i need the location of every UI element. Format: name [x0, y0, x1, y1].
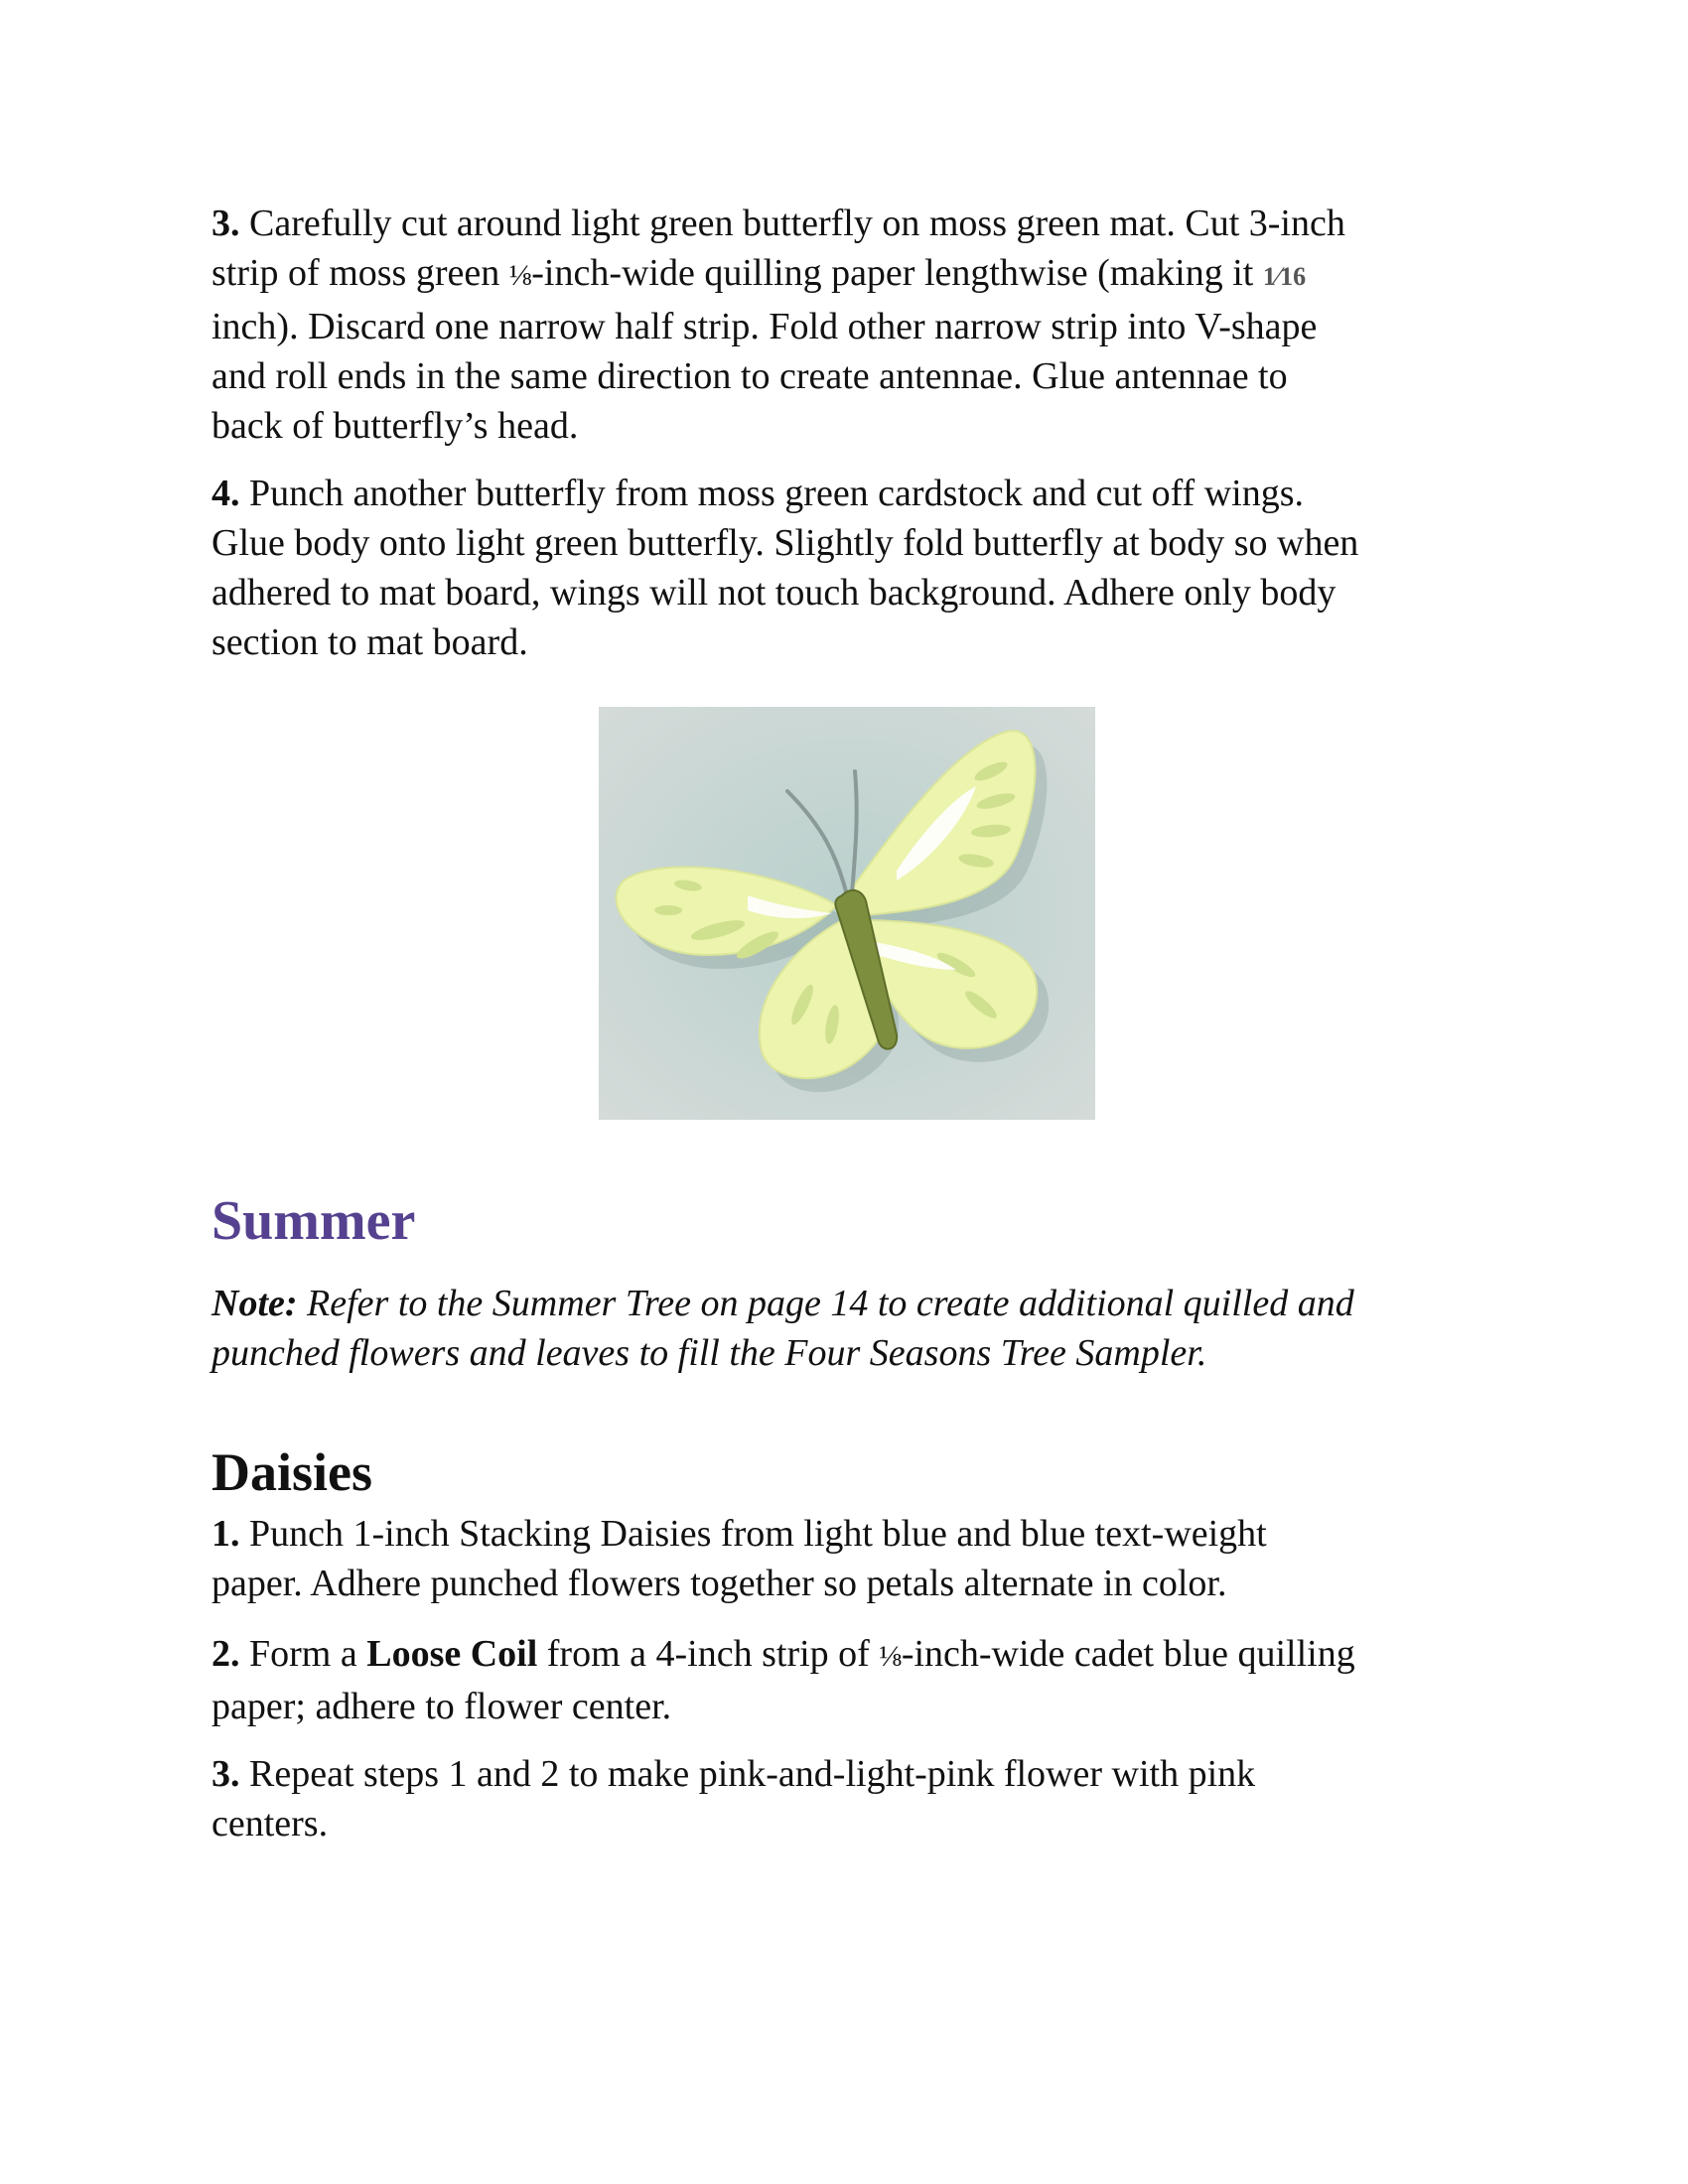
text-line: back of butterfly’s head. [211, 405, 579, 447]
text-line: and roll ends in the same direction to create antennae. Glue antennae to [211, 355, 1288, 397]
step-number: 4. [211, 473, 240, 514]
daisies-step-2 [211, 1629, 1355, 1731]
fraction: 1⁄16 [1262, 262, 1307, 291]
step-number: 3. [211, 1753, 240, 1795]
section-heading-daisies: Daisies [211, 1442, 372, 1502]
text-line: adhered to mat board, wings will not touch background. Adhere only body [211, 572, 1336, 614]
fraction: ⅛ [508, 259, 532, 292]
step-number: 1. [211, 1513, 240, 1555]
text-line: strip of moss green [211, 252, 509, 294]
butterfly-photo [599, 707, 1095, 1120]
step-number: 2. [211, 1633, 240, 1675]
text-line: centers. [211, 1803, 329, 1844]
section-heading-summer: Summer [211, 1190, 416, 1252]
text-line: Refer to the Summer Tree on page 14 to create additional quilled and [297, 1283, 1354, 1324]
daisies-step-1 [211, 1509, 1267, 1608]
text-line: paper. Adhere punched flowers together so petals alternate in color. [211, 1563, 1227, 1604]
technique-term: Loose Coil [366, 1633, 538, 1675]
note-label: Note: [211, 1283, 298, 1324]
note-paragraph [211, 1279, 1354, 1378]
text-line: section to mat board. [211, 621, 528, 663]
daisies-step-3 [211, 1749, 1255, 1848]
text-line: Punch 1-inch Stacking Daisies from light blue and blue text-weight [239, 1513, 1267, 1555]
text-line: -inch-wide quilling paper lengthwise (making it [531, 252, 1263, 294]
text-segment: -inch-wide cadet blue quilling [901, 1633, 1355, 1675]
text-line: inch). Discard one narrow half strip. Fold other narrow strip into V-shape [211, 306, 1318, 347]
fraction: ⅛ [879, 1640, 902, 1673]
text-line: Glue body onto light green butterfly. Slightly fold butterfly at body so when [211, 522, 1359, 564]
step-3-paragraph [211, 199, 1345, 451]
text-segment: Form a [239, 1633, 367, 1675]
text-line: Repeat steps 1 and 2 to make pink-and-light-pink flower with pink [239, 1753, 1256, 1795]
text-line: punched flowers and leaves to fill the Four Seasons Tree Sampler. [211, 1332, 1207, 1374]
text-line: Carefully cut around light green butterfly on moss green mat. Cut 3-inch [239, 203, 1345, 244]
step-4-paragraph [211, 469, 1358, 667]
text-segment: from a 4-inch strip of [537, 1633, 880, 1675]
text-line: Punch another butterfly from moss green cardstock and cut off wings. [239, 473, 1304, 514]
text-line: paper; adhere to flower center. [211, 1686, 672, 1727]
step-number: 3. [211, 203, 240, 244]
